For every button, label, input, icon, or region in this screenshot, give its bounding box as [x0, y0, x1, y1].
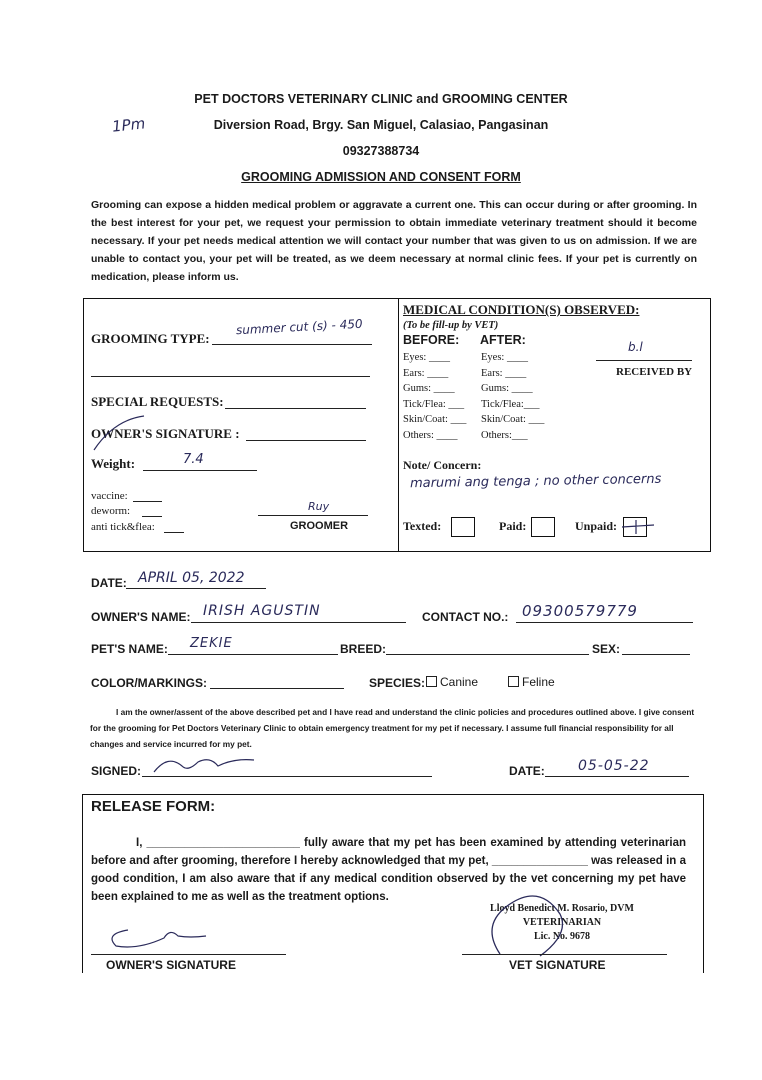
after-item: Skin/Coat: ___	[481, 414, 545, 425]
stamp-name: Lloyd Benedict M. Rosario, DVM	[490, 903, 634, 914]
note-label: Note/ Concern:	[403, 458, 482, 472]
owner-signature-release-label: OWNER'S SIGNATURE	[106, 958, 236, 972]
groomer-label: GROOMER	[290, 520, 349, 532]
grooming-type-value[interactable]: summer cut (s) - 450	[235, 316, 363, 338]
owner-signature-icon	[148, 750, 268, 780]
vet-signature-label: VET SIGNATURE	[509, 958, 606, 972]
signed-date-label: DATE:	[509, 764, 545, 778]
groomer-name[interactable]: Ruy	[308, 500, 330, 513]
antitick-label: anti tick&flea:	[91, 521, 155, 533]
after-list	[481, 350, 544, 443]
breed-label: BREED:	[340, 642, 387, 656]
pet-name-value[interactable]: ZEKIE	[190, 636, 233, 651]
signed-label: SIGNED:	[91, 764, 142, 778]
pet-name-label: PET'S NAME:	[91, 642, 168, 656]
before-item: Skin/Coat: ___	[403, 414, 467, 425]
stamp-title: VETERINARIAN	[522, 917, 602, 928]
before-item: Eyes: ____	[403, 352, 450, 363]
after-item: Tick/Flea:___	[481, 398, 540, 410]
deworm-label: deworm:	[91, 505, 131, 517]
weight-value[interactable]: 7.4	[183, 452, 204, 467]
before-item: Ears: ____	[403, 367, 449, 379]
medical-subtitle: (To be fill-up by VET)	[403, 320, 499, 331]
texted-label: Texted:	[403, 519, 442, 533]
species-canine[interactable]: Canine	[426, 675, 478, 689]
grooming-type-label: GROOMING TYPE:	[91, 331, 210, 346]
special-requests-label: SPECIAL REQUESTS:	[91, 394, 224, 409]
release-title: RELEASE FORM:	[91, 798, 216, 815]
signature-scribble	[84, 410, 154, 460]
unpaid-mark-icon	[620, 518, 656, 536]
signed-date-value[interactable]: 05-05-22	[578, 758, 650, 774]
owner-release-signature-icon	[98, 918, 218, 958]
unpaid-checkbox[interactable]	[623, 517, 647, 537]
after-item: Others:___	[481, 429, 528, 441]
consent-text: I am the owner/assent of the above described pet and I have read and understand the clinic policies and procedures outlined above. I give consent for the grooming for Pet Doctors Veterinary Clinic to obtain emergency treatment for my pet if necessary. I assume full financial responsibility for all changes and service incurred for my pet.	[90, 707, 695, 749]
after-item: Ears: ____	[481, 367, 527, 379]
intro-paragraph: Grooming can expose a hidden medical problem or aggravate a current one. This can occur during or after grooming. In the best interest for your pet, we request your permission to obtain immediate veterinary treatment should it become necessary. If your pet needs medical attention we will contact your number that was given to us on admission. If we are unable to contact you, your pet will be treated, as we deem necessary at normal clinic fees. If your pet is currently on medication, please inform us.	[91, 199, 697, 283]
received-by-value[interactable]: b.l	[628, 340, 643, 354]
color-label: COLOR/MARKINGS:	[91, 676, 207, 690]
contact-value[interactable]: 09300579779	[522, 602, 638, 620]
form-title: GROOMING ADMISSION AND CONSENT FORM	[241, 170, 521, 184]
after-label: AFTER:	[480, 333, 526, 347]
contact-label: CONTACT NO.:	[422, 610, 509, 624]
owner-name-value[interactable]: IRISH AGUSTIN	[203, 603, 321, 619]
species-label: SPECIES:	[369, 676, 426, 690]
weight-label: Weight:	[91, 456, 136, 471]
after-item: Gums: ____	[481, 383, 533, 394]
release-text: I, ________________________ fully aware that my pet has been examined by attending veterinarian before and after grooming, therefore I hereby acknowledged that my pet, _______________ was released in a good condition, I am also aware that if any medical condition observed by the vet concerning my pet have been explained to me as well as the treatment options.	[91, 837, 686, 903]
before-item: Gums: ____	[403, 383, 455, 394]
before-item: Tick/Flea: ___	[403, 398, 465, 410]
sex-label: SEX:	[592, 642, 621, 656]
medical-title: MEDICAL CONDITION(S) OBSERVED:	[403, 302, 640, 317]
vaccine-label: vaccine:	[91, 490, 128, 502]
paid-checkbox[interactable]	[531, 517, 555, 537]
note-value[interactable]: marumi ang tenga ; no other concerns	[409, 471, 662, 492]
paid-label: Paid:	[499, 519, 527, 533]
canine-checkbox[interactable]	[426, 676, 437, 687]
before-label: BEFORE:	[403, 333, 460, 347]
before-list	[403, 350, 466, 443]
unpaid-label: Unpaid:	[575, 519, 618, 533]
owner-name-label: OWNER'S NAME:	[91, 610, 191, 624]
before-item: Others: ____	[403, 429, 458, 441]
date-value[interactable]: APRIL 05, 2022	[138, 570, 245, 586]
date-label: DATE:	[91, 576, 127, 590]
received-by-label: RECEIVED BY	[616, 366, 693, 378]
panel-divider	[398, 298, 399, 552]
clinic-name: PET DOCTORS VETERINARY CLINIC and GROOMING CENTER	[194, 92, 568, 106]
stamp-license: Lic. No. 9678	[533, 931, 591, 942]
feline-checkbox[interactable]	[508, 676, 519, 687]
clinic-phone: 09327388734	[342, 144, 420, 158]
texted-checkbox[interactable]	[451, 517, 475, 537]
species-feline[interactable]: Feline	[508, 675, 555, 689]
clinic-address: Diversion Road, Brgy. San Miguel, Calasiao, Pangasinan	[213, 118, 549, 132]
after-item: Eyes: ____	[481, 352, 528, 363]
vet-signature-icon	[470, 884, 590, 964]
owner-signature-label: OWNER'S SIGNATURE :	[91, 426, 240, 441]
handwritten-time: 1Pm	[111, 114, 147, 136]
